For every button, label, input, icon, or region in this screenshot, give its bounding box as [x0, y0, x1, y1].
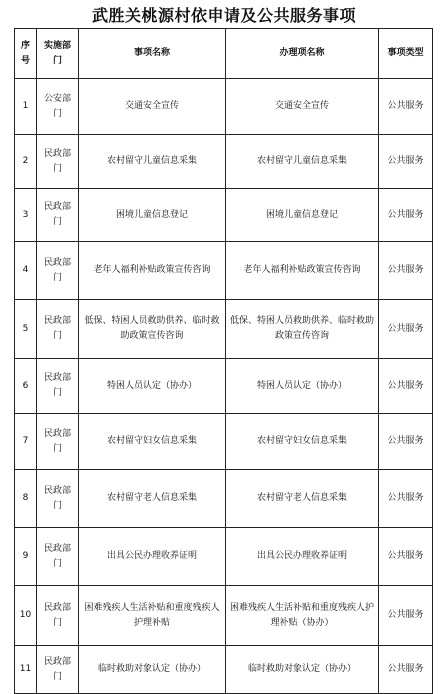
row-type: 公共服务 [379, 135, 433, 189]
row-seq: 3 [15, 189, 37, 242]
row-item-name: 农村留守儿童信息采集 [79, 135, 226, 189]
row-dept: 公安部门 [37, 79, 79, 135]
table-row [15, 359, 433, 414]
row-type: 公共服务 [379, 242, 433, 300]
table-row [15, 586, 433, 646]
row-seq: 10 [15, 586, 37, 646]
row-dept: 民政部门 [37, 414, 79, 470]
row-handle-name: 农村留守儿童信息采集 [226, 135, 379, 189]
table-row [15, 79, 433, 135]
row-handle-name: 农村留守妇女信息采集 [226, 414, 379, 470]
row-type: 公共服务 [379, 414, 433, 470]
header-seq: 序号 [15, 29, 37, 79]
table-row [15, 242, 433, 300]
row-item-name: 交通安全宣传 [79, 79, 226, 135]
table-header-row [15, 29, 433, 79]
row-dept: 民政部门 [37, 300, 79, 359]
row-handle-name: 老年人福利补贴政策宣传咨询 [226, 242, 379, 300]
row-type: 公共服务 [379, 300, 433, 359]
table-row [15, 470, 433, 528]
row-type: 公共服务 [379, 528, 433, 586]
row-handle-name: 临时救助对象认定（协办） [226, 646, 379, 694]
row-item-name: 老年人福利补贴政策宣传咨询 [79, 242, 226, 300]
row-type: 公共服务 [379, 586, 433, 646]
row-seq: 11 [15, 646, 37, 694]
row-dept: 民政部门 [37, 646, 79, 694]
row-handle-name: 困难残疾人生活补贴和重度残疾人护理补贴（协办） [226, 586, 379, 646]
table-row [15, 646, 433, 694]
row-dept: 民政部门 [37, 135, 79, 189]
row-handle-name: 农村留守老人信息采集 [226, 470, 379, 528]
row-type: 公共服务 [379, 189, 433, 242]
row-seq: 4 [15, 242, 37, 300]
row-item-name: 农村留守老人信息采集 [79, 470, 226, 528]
row-seq: 2 [15, 135, 37, 189]
row-item-name: 困难残疾人生活补贴和重度残疾人护理补贴 [79, 586, 226, 646]
row-seq: 7 [15, 414, 37, 470]
table-row [15, 528, 433, 586]
row-type: 公共服务 [379, 359, 433, 414]
row-dept: 民政部门 [37, 189, 79, 242]
row-handle-name: 低保、特困人员救助供养、临时救助政策宣传咨询 [226, 300, 379, 359]
row-dept: 民政部门 [37, 470, 79, 528]
row-seq: 6 [15, 359, 37, 414]
header-item-name: 事项名称 [79, 29, 226, 79]
row-seq: 1 [15, 79, 37, 135]
page-title: 武胜关桃源村依申请及公共服务事项 [91, 5, 356, 25]
table-row [15, 189, 433, 242]
row-item-name: 出具公民办理收养证明 [79, 528, 226, 586]
row-seq: 5 [15, 300, 37, 359]
row-dept: 民政部门 [37, 528, 79, 586]
row-seq: 9 [15, 528, 37, 586]
row-item-name: 困境儿童信息登记 [79, 189, 226, 242]
row-item-name: 特困人员认定（协办） [79, 359, 226, 414]
header-type: 事项类型 [379, 29, 433, 79]
row-type: 公共服务 [379, 470, 433, 528]
row-handle-name: 出具公民办理收养证明 [226, 528, 379, 586]
services-table [14, 28, 433, 694]
table-row [15, 300, 433, 359]
row-handle-name: 特困人员认定（协办） [226, 359, 379, 414]
row-dept: 民政部门 [37, 586, 79, 646]
row-item-name: 临时救助对象认定（协办） [79, 646, 226, 694]
row-handle-name: 交通安全宣传 [226, 79, 379, 135]
row-dept: 民政部门 [37, 242, 79, 300]
row-type: 公共服务 [379, 79, 433, 135]
table-row [15, 135, 433, 189]
row-type: 公共服务 [379, 646, 433, 694]
row-item-name: 农村留守妇女信息采集 [79, 414, 226, 470]
header-handle-name: 办理项名称 [226, 29, 379, 79]
table-row [15, 414, 433, 470]
row-dept: 民政部门 [37, 359, 79, 414]
row-handle-name: 困境儿童信息登记 [226, 189, 379, 242]
row-item-name: 低保、特困人员救助供养、临时救助政策宣传咨询 [79, 300, 226, 359]
row-seq: 8 [15, 470, 37, 528]
header-dept: 实施部门 [37, 29, 79, 79]
